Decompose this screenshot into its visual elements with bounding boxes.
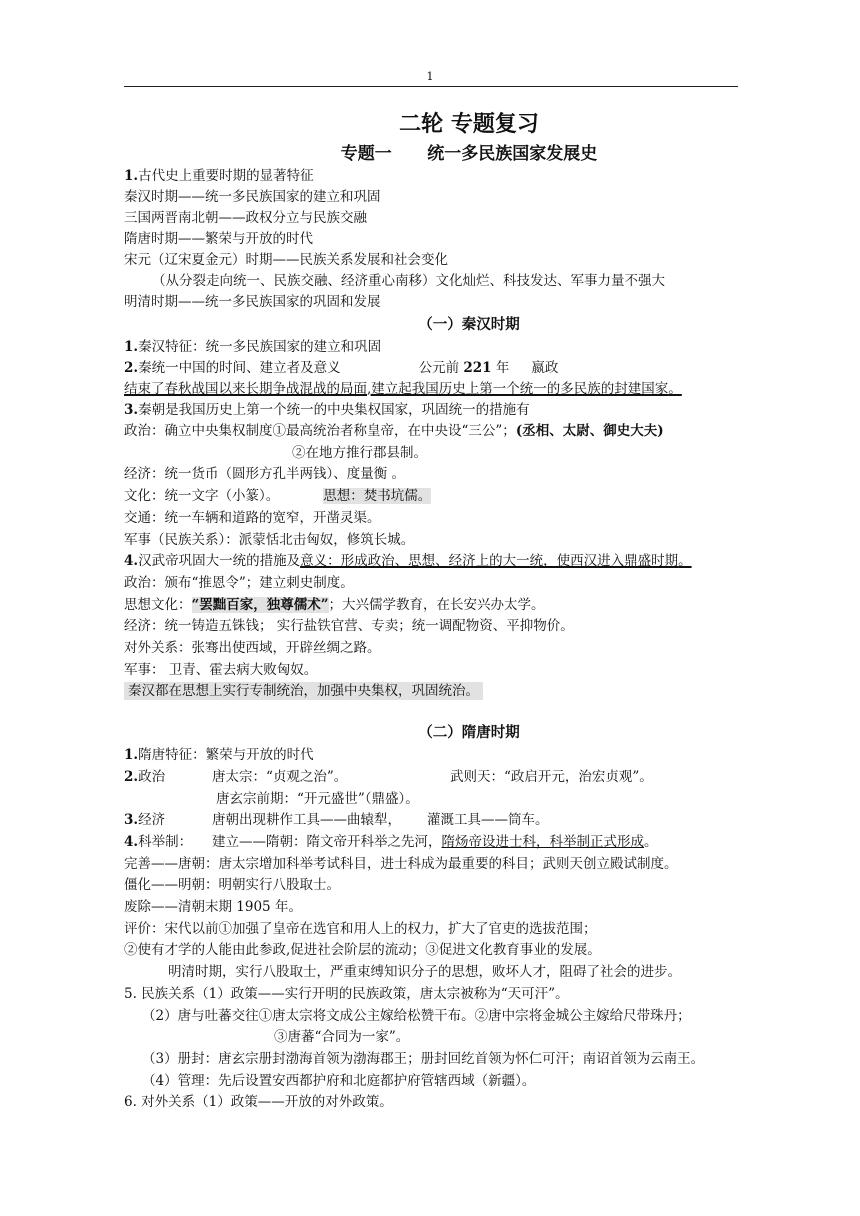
han-economy: 经济：统一铸造五铢钱； 实行盐铁官营、专卖；统一调配物资、平抑物价。: [124, 618, 574, 635]
suitang-keju: 4.科举制： 建立——隋朝：隋文帝开科举之先河，隋炀帝设进士科，科举制正式形成。: [124, 833, 658, 850]
ethnic-management: （4）管理：先后设置安西都护府和北庭都护府管辖西域（新疆）。: [142, 1072, 536, 1089]
intro-heading: 1.古代史上重要时期的显著特征: [124, 168, 314, 184]
qin-military: 军事（民族关系）：派蒙恬北击匈奴，修筑长城。: [124, 531, 415, 548]
keju-eval-2: ②使有才学的人能由此参政,促进社会阶层的流动；③促进文化教育事业的发展。: [124, 942, 601, 959]
intro-line: 秦汉时期——统一多民族国家的建立和巩固: [124, 189, 381, 205]
qinhan-significance: 结束了春秋战国以来长期争战混战的局面,建立起我国历史上第一个统一的多民族的封建国家。: [124, 381, 682, 397]
qin-transport: 交通：统一车辆和道路的宽窄，开凿灵渠。: [124, 509, 381, 526]
document-body: [124, 108, 744, 1114]
section-title-qinhan: （一）秦汉时期: [418, 317, 520, 333]
keju-abolish: 废除——清朝末期 1905 年。: [124, 899, 302, 916]
keju-improve: 完善——唐朝：唐太宗增加科举考试科目，进士科成为最重要的科目；武则天创立殿试制度。: [124, 855, 678, 872]
spacer: [124, 703, 744, 721]
suitang-politics: 2.政治 唐太宗：“贞观之治”。 武则天：“政启开元，治宏贞观”。: [124, 768, 653, 785]
han-thought: 思想文化：“罢黜百家，独尊儒术”；大兴儒学教育，在长安兴办太学。: [124, 596, 545, 613]
ethnic-tubo-2: ③唐蕃“合同为一家”。: [274, 1029, 410, 1046]
qinhan-summary: 秦汉都在思想上实行专制统治，加强中央集权，巩固统治。: [124, 681, 744, 703]
header-rule: [124, 86, 738, 87]
qinhan-point-1: 1.秦汉特征：统一多民族国家的建立和巩固: [124, 339, 382, 355]
section-title-suitang: （二）隋唐时期: [418, 725, 520, 742]
ethnic-tubo: （2）唐与吐蕃交往①唐太宗将文成公主嫁给松赞干布。②唐中宗将金城公主嫁给尺带珠丹；: [142, 1007, 691, 1024]
page-title: 二轮 专题复习: [399, 112, 539, 137]
intro-line: 三国两晋南北朝——政权分立与民族交融: [124, 210, 367, 226]
topic-title: 专题一 统一多民族国家发展史: [340, 144, 598, 164]
suitang-point-1: 1.隋唐特征：繁荣与开放的时代: [124, 747, 314, 764]
qin-politics: 政治：确立中央集权制度①最高统治者称皇帝，在中央设“三公”；(丞相、太尉、御史大夫): [124, 423, 664, 439]
han-foreign: 对外关系：张骞出使西域，开辟丝绸之路。: [124, 640, 381, 657]
han-military: 军事： 卫青、霍去病大败匈奴。: [124, 661, 318, 678]
ethnic-cefeng: （3）册封：唐玄宗册封渤海首领为渤海郡王；册封回纥首领为怀仁可汗；南诏首领为云南王。: [142, 1050, 705, 1067]
han-politics: 政治：颁布“推恩令”；建立刺史制度。: [124, 574, 354, 591]
intro-line: 宋元（辽宋夏金元）时期——民族关系发展和社会变化: [124, 252, 448, 268]
intro-line: 明清时期——统一多民族国家的巩固和发展: [124, 294, 381, 310]
foreign-relations: 6. 对外关系（1）政策——开放的对外政策。: [124, 1094, 393, 1111]
qinhan-point-4: 4.汉武帝巩固大一统的措施及意义：形成政治、思想、经济上的大一统，使西汉进入鼎盛时期。: [124, 553, 692, 570]
suitang-economy: 3.经济 唐朝出现耕作工具——曲辕犁， 灌溉工具——筒车。: [124, 812, 549, 829]
keju-eval-1: 评价：宋代以前①加强了皇帝在选官和用人上的权力，扩大了官吏的选拔范围；: [124, 920, 597, 937]
keju-rigid: 僵化——明朝：明朝实行八股取士。: [124, 877, 340, 894]
ethnic-policy: 5. 民族关系（1）政策——实行开明的民族政策，唐太宗被称为“天可汗”。: [124, 985, 569, 1002]
qin-culture: 文化：统一文字（小篆）。 思想：焚书坑儒。: [124, 488, 432, 505]
qin-economy: 经济：统一货币（圆形方孔半两钱）、度量衡 。: [124, 466, 406, 483]
intro-line: （从分裂走向统一、民族交融、经济重心南移）文化灿烂、科技发达、军事力量不强大: [152, 273, 665, 289]
qin-politics-2: ②在地方推行郡县制。: [292, 444, 427, 461]
qinhan-point-2: 2.秦统一中国的时间、建立者及意义 公元前 221 年 嬴政: [124, 360, 559, 376]
keju-eval-3: 明清时期，实行八股取士，严重束缚知识分子的思想，败坏人才，阻碍了社会的进步。: [168, 964, 681, 981]
intro-line: 隋唐时期——繁荣与开放的时代: [124, 231, 313, 247]
page-number: 1: [426, 70, 434, 83]
qinhan-point-3: 3.秦朝是我国历史上第一个统一的中央集权国家，巩固统一的措施有: [124, 402, 530, 418]
suitang-politics-2: 唐玄宗前期：“开元盛世”（鼎盛）。: [216, 790, 419, 807]
